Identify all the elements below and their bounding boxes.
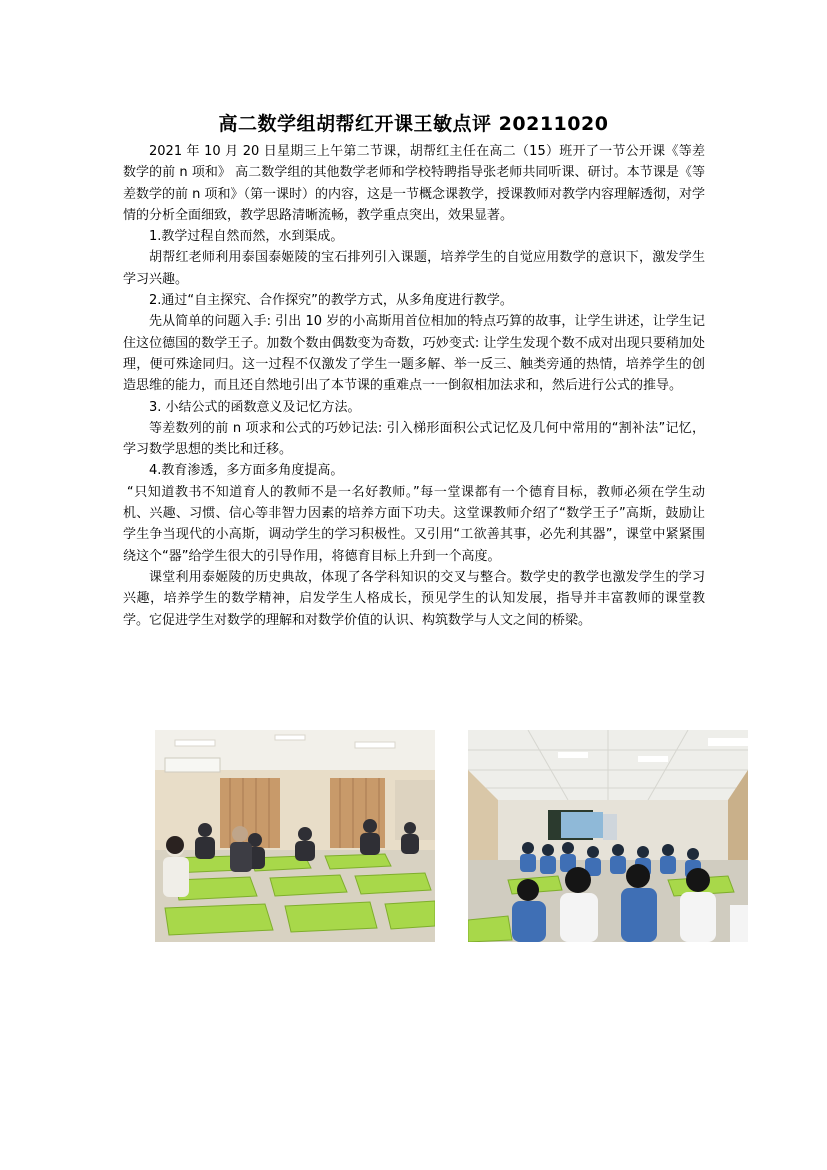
- paragraph-intro: 2021 年 10 月 20 日星期三上午第二节课，胡帮红主任在高二（15）班开了一节公开课《等差数学的前 n 项和》 高二数学组的其他数学老师和学校特聘指导张老师共同听课、研讨。本节课是《等差数学的前 n 项和》（第一课时）的内容，这是一节概念课教学，授课教师对教学内容理解透彻，对学情的分析全面细致，教学思路清晰流畅，教学重点突出，效果显著。: [123, 144, 706, 223]
- heading-point-3: 3. 小结公式的函数意义及记忆方法。: [149, 399, 361, 415]
- heading-point-1: 1.教学过程自然而然，水到渠成。: [149, 229, 344, 245]
- heading-point-2: 2.通过“自主探究、合作探究”的教学方式，从多角度进行教学。: [149, 293, 513, 309]
- paragraph-point-1: 胡帮红老师利用泰国泰姬陵的宝石排列引入课题，培养学生的自觉应用数学的意识下，激发学生学习兴趣。: [123, 250, 705, 287]
- paragraph-conclusion: 课堂利用泰姬陵的历史典故，体现了各学科知识的交叉与整合。数学史的教学也激发学生的学习兴趣，培养学生的数学精神，启发学生人格成长，预见学生的认知发展，指导并丰富教师的课堂教学。它促进学生对数学的理解和对数学价值的认识、构筑数学与人文之间的桥梁。: [123, 569, 705, 628]
- document-body: [123, 141, 705, 631]
- paragraph-point-3: 等差数列的前 n 项求和公式的巧妙记法: 引入梯形面积公式记忆及几何中常用的“割补法”记忆，学习数学思想的类比和迁移。: [123, 420, 705, 458]
- document-title: 高二数学组胡帮红开课王敏点评 20211020: [218, 113, 609, 135]
- classroom-photo-students: [468, 730, 748, 942]
- classroom-photo-teachers: [155, 730, 435, 942]
- heading-point-4: 4.教育渗透，多方面多角度提高。: [149, 463, 344, 479]
- paragraph-point-2: 先从简单的问题入手: 引出 10 岁的小高斯用首位相加的特点巧算的故事，让学生讲述，让学生记住这位德国的数学王子。加数个数由偶数变为奇数，巧妙变式: 让学生发现个数不成对出现只要稍加处理，便可殊途同归。这一过程不仅激发了学生一题多解、举一反三、触类旁通的热情，培养学生的创造思维的能力，而且还自然地引出了本节课的重难点一一倒叙相加法求和，然后进行公式的推导。: [123, 314, 705, 394]
- paragraph-point-4: “只知道教书不知道育人的教师不是一名好教师。”每一堂课都有一个德育目标，教师必须在学生动机、兴趣、习惯、信心等非智力因素的培养方面下功夫。这堂课教师介绍了“数学王子”高斯，鼓励让学生争当现代的小高斯，调动学生的学习积极性。又引用“工欲善其事，必先利其器”，课堂中紧紧围绕这个“器”给学生很大的引导作用，将德育目标上升到一个高度。: [123, 484, 705, 564]
